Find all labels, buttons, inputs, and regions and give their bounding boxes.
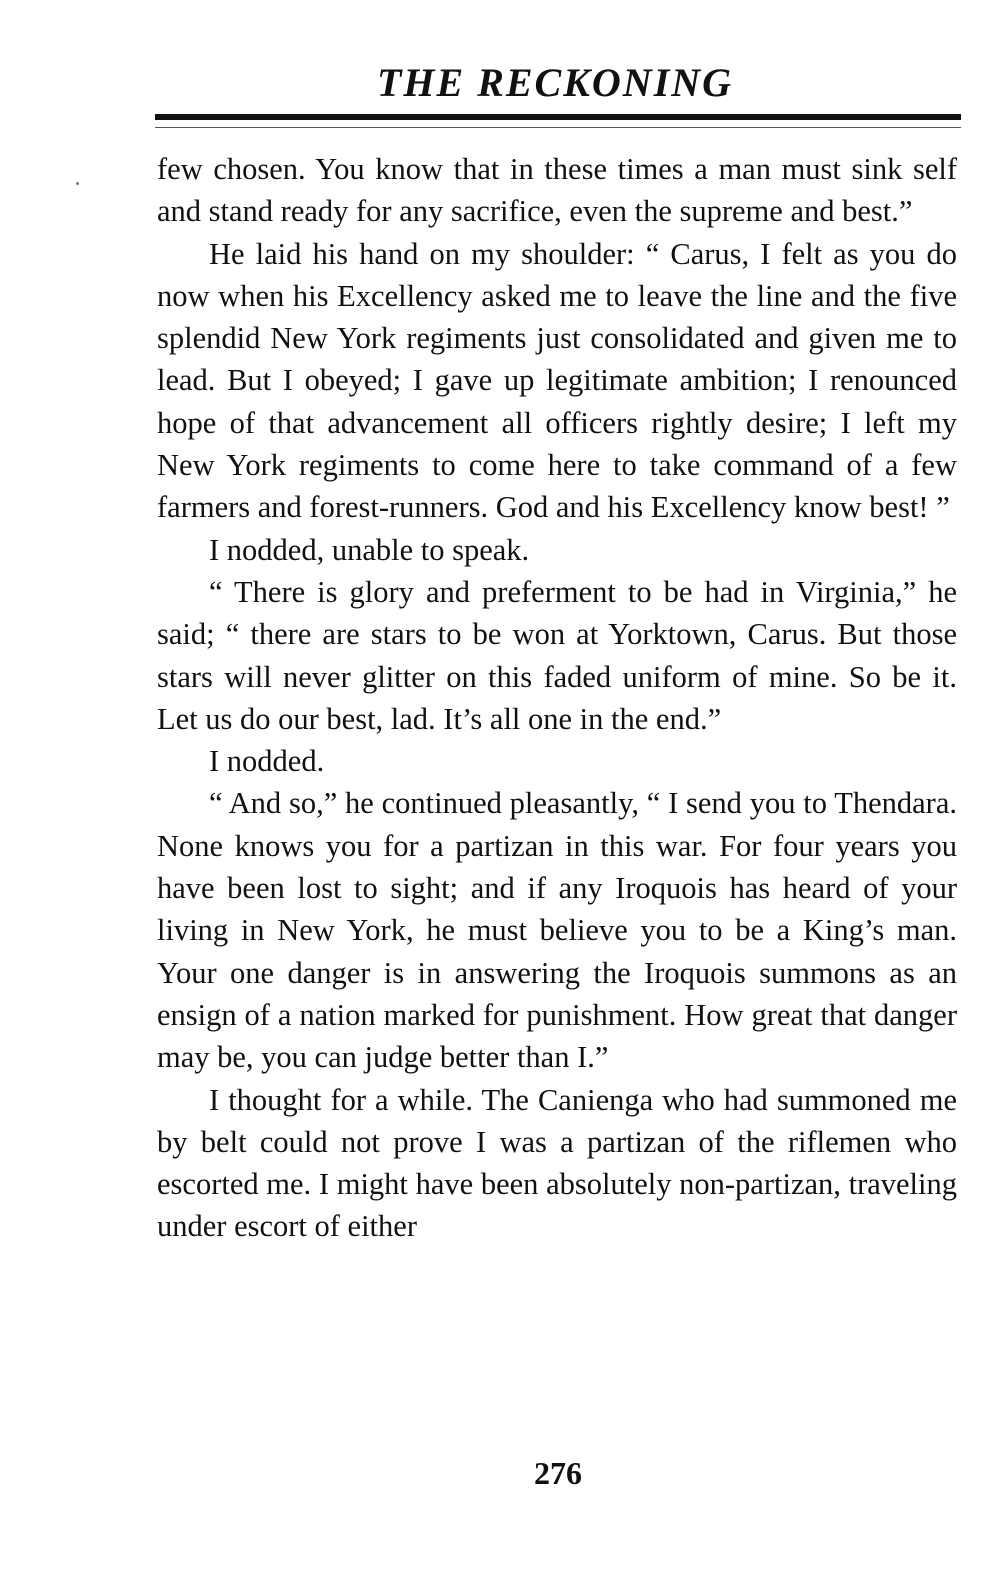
paragraph: I nodded, unable to speak. — [209, 532, 530, 567]
paragraph: He laid his hand on my shoulder: “ Carus, I felt as you do now when his Excellency asked me to leave the line and the five splendid New York regiments just consolidated and given me to lead. But I obeyed; I gave up legitimate ambition; I renounced hope of that advancement all officers rightly desire; I left my New York regiments to come here to take command of a few farmers and forest-runners. God and his Excellency know best! ” — [157, 236, 957, 525]
body-text — [157, 148, 957, 1248]
paragraph: few chosen. You know that in these times a man must sink self and stand ready for any sacrifice, even the supreme and best.” — [157, 152, 957, 229]
header-rule-thin — [155, 127, 961, 128]
paragraph: I thought for a while. The Canienga who had summoned me by belt could not prove I was a partizan of the riflemen who escorted me. I might have been absolutely non-partizan, traveling under escort of either — [157, 1082, 957, 1244]
paragraph: I nodded. — [209, 744, 325, 779]
page-speck — [76, 182, 79, 185]
paragraph: “ There is glory and preferment to be had in Virginia,” he said; “ there are stars to be won at Yorktown, Carus. But those stars will never glitter on this faded uniform of mine. So be it. Let us do our best, lad. It’s all one in the end.” — [157, 574, 957, 736]
header-rule-thick — [155, 114, 961, 120]
page-number: 276 — [534, 1455, 582, 1491]
paragraph: “ And so,” he continued pleasantly, “ I send you to Thendara. None knows you for a partizan in this war. For four years you have been lost to sight; and if any Iroquois has heard of your living in New York, he must believe you to be a King’s man. Your one danger is in answering the Iroquois summons as an ensign of a nation marked for punishment. How great that danger may be, you can judge better than I.” — [157, 786, 957, 1075]
running-head: THE RECKONING — [376, 60, 734, 105]
